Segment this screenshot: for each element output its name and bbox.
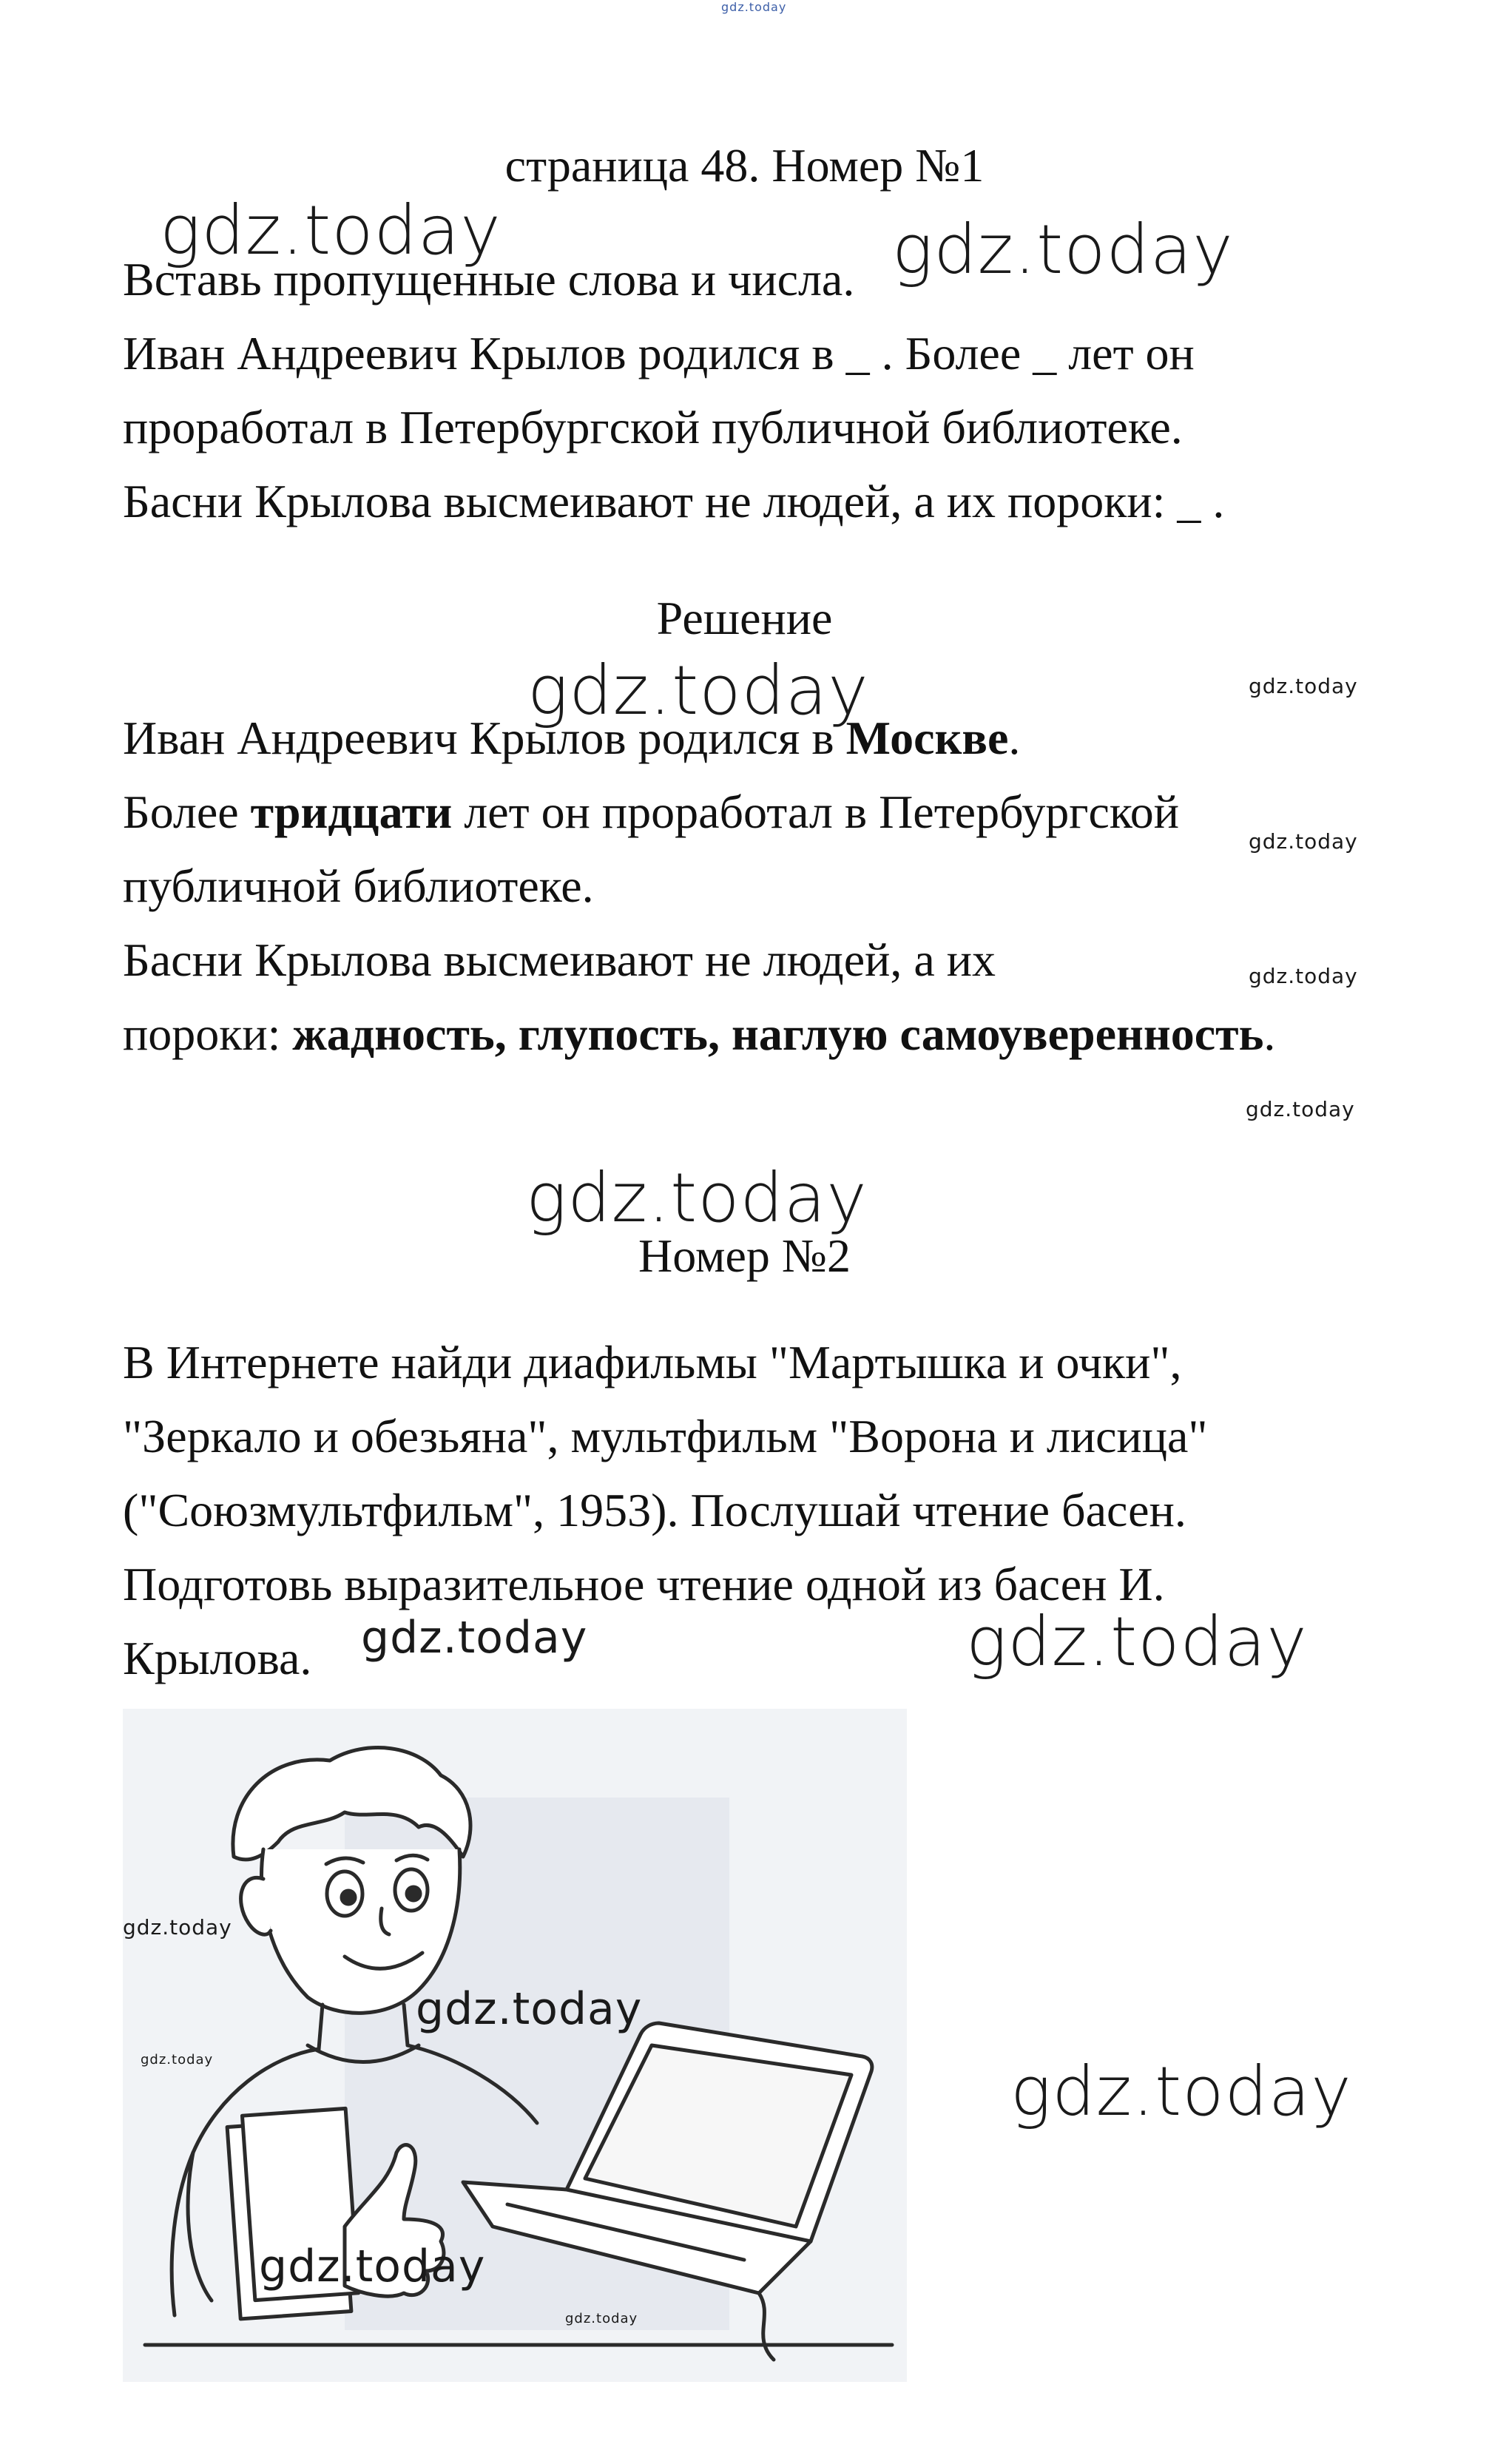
boy-with-laptop-illustration (123, 1709, 907, 2382)
task2-line-5: Крылова. (123, 1632, 312, 1684)
solution-line-5: пороки: жадность, глупость, наглую самоуверенность. (123, 1007, 1276, 1060)
task2-line-2: "Зеркало и обезьяна", мультфильм "Ворона и лисица" (123, 1410, 1208, 1462)
watermark: gdz.today (141, 2052, 214, 2068)
watermark: gdz.today (416, 1983, 643, 2035)
answer-city: Москве (845, 712, 1009, 764)
watermark: gdz.today (1249, 964, 1358, 988)
task2-line-3: ("Союзмультфильм", 1953). Послушай чтение басен. (123, 1484, 1186, 1536)
watermark: gdz.today (1249, 674, 1358, 698)
watermark: gdz.today (565, 2311, 638, 2326)
watermark: gdz.today (966, 1602, 1308, 1681)
watermark: gdz.today (1010, 2052, 1352, 2131)
answer-years: тридцати (250, 786, 453, 838)
solution-line-1: Иван Андреевич Крылов родился в Москве. (123, 712, 1021, 764)
watermark: gdz.today (160, 191, 502, 270)
watermark: gdz.today (1249, 829, 1358, 854)
task1-line-2: Иван Андреевич Крылов родился в _ . Более _ лет он (123, 327, 1195, 379)
solution-line-2: Более тридцати лет он проработал в Петербургской (123, 786, 1179, 838)
task1-line-4: Басни Крылова высмеивают не людей, а их пороки: _ . (123, 475, 1225, 527)
solution-line-3: публичной библиотеке. (123, 860, 594, 912)
watermark: gdz.today (526, 1158, 868, 1238)
solution-heading: Решение (656, 592, 833, 644)
watermark: gdz.today (123, 1915, 232, 1940)
watermark-top: gdz.today (721, 0, 787, 14)
answer-vices: жадность, глупость, наглую самоуверенность (292, 1007, 1264, 1060)
task1-line-1: Вставь пропущенные слова и числа. (123, 253, 855, 306)
watermark: gdz.today (259, 2241, 486, 2292)
page-title: страница 48. Номер №1 (504, 139, 985, 192)
watermark: gdz.today (527, 651, 869, 730)
watermark: gdz.today (1246, 1097, 1355, 1121)
watermark: gdz.today (892, 210, 1234, 289)
solution-line-4: Басни Крылова высмеивают не людей, а их (123, 934, 996, 986)
task2-heading: Номер №2 (638, 1229, 851, 1282)
task2-line-1: В Интернете найди диафильмы "Мартышка и очки", (123, 1336, 1182, 1388)
task2-line-4: Подготовь выразительное чтение одной из басен И. (123, 1558, 1165, 1610)
watermark: gdz.today (361, 1612, 588, 1664)
task1-line-3: проработал в Петербургской публичной библиотеке. (123, 401, 1183, 453)
